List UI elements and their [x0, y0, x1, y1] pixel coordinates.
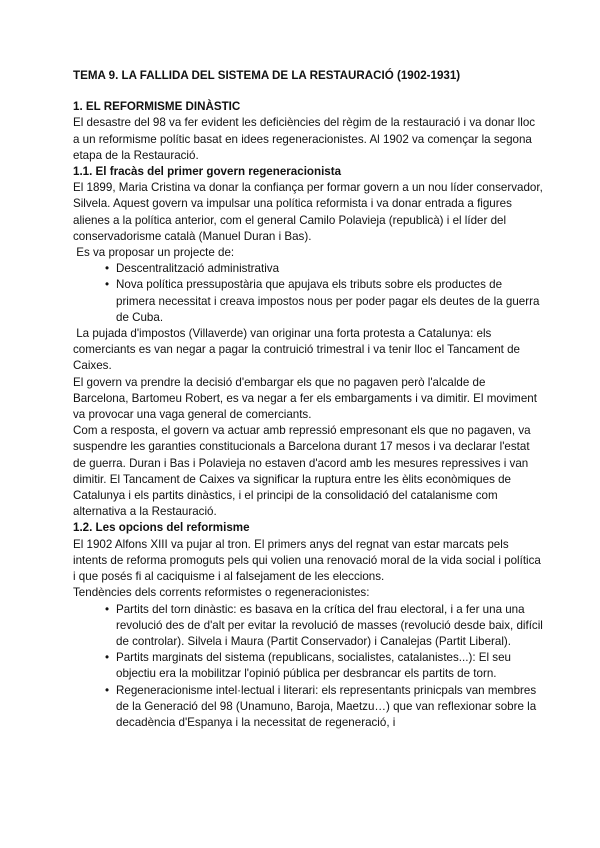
section-1-2-paragraph-1: El 1902 Alfons XIII va pujar al tron. El primers anys del regnat van estar marcats pels intents de reforma promoguts pels qui volien una renovació moral de la vida social i política i que posés fi al caciquisme i al falsejament de les eleccions.	[73, 537, 541, 584]
document-title: TEMA 9. LA FALLIDA DEL SISTEMA DE LA RESTAURACIÓ (1902-1931)	[73, 69, 461, 82]
section-1-intro: El desastre del 98 va fer evident les deficiències del règim de la restauració i va donar lloc a un reformisme polític basat en idees regeneracionistes. Al 1902 va començar la segona etapa de la Restauració.	[73, 116, 536, 162]
section-1-1-paragraph-5: Com a resposta, el govern va actuar amb repressió empresonant els que no pagaven, va suspendre les garanties constitucionals a Barcelona durant 17 mesos i va declarar l'estat de guerra. Duran i Bas i Polavieja no estaven d'acord amb les mesures repressives i van dimitir. El Tancament de Caixes va significar la ruptura entre les èlits econòmiques de Catalunya i els partits dinàstics, i el principi de la consolidació del catalanisme com alternativa a la Restauració.	[73, 424, 531, 519]
section-1-1-heading: 1.1. El fracàs del primer govern regeneracionista	[73, 165, 342, 179]
list-item: • Regeneracionisme intel·lectual i literari: els representants prinicpals van membres de la Generació del 98 (Unamuno, Baroja, Maetzu…) que van reflexionar sobre la decadència d'Espanya i la necessitat de regeneració, i	[105, 683, 543, 732]
section-1-2-paragraph-2: Tendències dels corrents reformistes o regeneracionistes:	[73, 586, 370, 600]
section-1-2-bullet-list	[73, 602, 543, 732]
list-item: • Nova política pressupostària que apujava els tributs sobre els productes de primera necessitat i creava impostos nous per poder pagar els deutes de la guerra de Cuba.	[105, 277, 543, 326]
section-1-1-paragraph-1: El 1899, Maria Cristina va donar la confiança per formar govern a un nou líder conservador, Silvela. Aquest govern va impulsar una política reformista i va donar entrada a figures alienes a la política anterior, com el general Camilo Polavieja (republicà) i el líder del conservadorisme català (Manuel Duran i Bas).	[73, 181, 543, 243]
spacer	[73, 84, 543, 99]
section-1-1-paragraph-3: La pujada d'impostos (Villaverde) van originar una forta protesta a Catalunya: els comerciants es van negar a pagar la contruició trimestral i va tenir lloc el Tancament de Caixes.	[73, 327, 524, 373]
section-1-1-bullet-list	[73, 261, 543, 326]
list-item: • Partits del torn dinàstic: es basava en la crítica del frau electoral, i a fer una una revolució des de d'alt per evitar la revolució de masses (revolució desde baix, difícil de controlar). Silvela i Maura (Partit Conservador) i Canalejas (Partit Liberal).	[105, 602, 543, 651]
section-1-1-paragraph-2: Es va proposar un projecte de:	[73, 246, 235, 260]
list-item: • Descentralització administrativa	[105, 261, 543, 277]
section-1-1-paragraph-4: El govern va prendre la decisió d'embargar els que no pagaven però l'alcalde de Barcelona, Bartomeu Robert, es va negar a fer els embargaments i va dimitir. El moviment va provocar una vaga general de comerciants.	[73, 375, 537, 422]
section-1-2-heading: 1.2. Les opcions del reformisme	[73, 521, 250, 535]
document-body	[73, 68, 543, 731]
list-item: • Partits marginats del sistema (republicans, socialistes, catalanistes...): El seu objectiu era la mobilitzar l'opinió pública per desbrancar els partits de torn.	[105, 650, 543, 682]
section-1-heading: 1. EL REFORMISME DINÀSTIC	[73, 100, 241, 114]
